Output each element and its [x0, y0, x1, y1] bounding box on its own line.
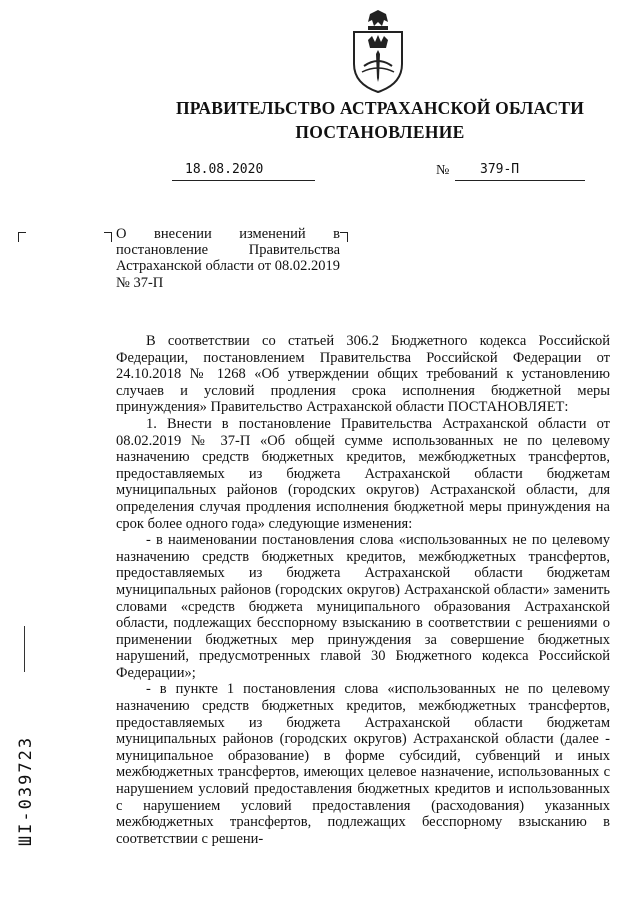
margin-line	[24, 626, 25, 672]
left-corner-mark	[18, 232, 26, 242]
date-underline	[172, 180, 315, 181]
number-underline	[455, 180, 585, 181]
serial-number-text: ШI-039723	[16, 735, 36, 847]
document-date: 18.08.2020	[185, 162, 264, 177]
document-number: 379-П	[480, 162, 520, 177]
coat-of-arms-icon	[348, 10, 408, 94]
document-body	[116, 333, 610, 847]
body-paragraph: - в наименовании постановления слова «использованных не по целевому назначению средств бюджетных кредитов, межбюджетных трансфертов, предоставляемых из бюджета Астраханской области бюджетам муниципальных районов (городских округов) Астраханской области» заменить словами «средств бюджета муниципального образования Астраханской области, подлежащих бесспорному взысканию в соответствии с решениями о применении бюджетных мер принуждения за совершение бюджетных нарушений, предусмотренных главой 30 Бюджетного кодекса Российской Федерации»;	[116, 532, 610, 681]
document-subject: О внесении изменений в постановление Правительства Астраханской области от 08.02.2019 № 37-П	[116, 226, 340, 291]
serial-number	[12, 716, 40, 866]
subject-corner-mark-left	[104, 232, 112, 242]
subject-corner-mark-right	[340, 232, 348, 242]
body-paragraph: В соответствии со статьей 306.2 Бюджетного кодекса Российской Федерации, постановлением Правительства Российской Федерации от 24.10.2018 № 1268 «Об утверждении общих требований к установлению случаев и условий продления срока исполнения бюджетной меры принуждения» Правительство Астраханской области ПОСТАНОВЛЯЕТ:	[116, 333, 610, 416]
number-sign: №	[436, 163, 450, 178]
body-paragraph: - в пункте 1 постановления слова «использованных не по целевому назначению средств бюджетных кредитов, межбюджетных трансфертов, предоставляемых из бюджета Астраханской области бюджетам муниципальных районов (городских округов) Астраханской области (далее - муниципальное образование) в форме субсидий, субвенций и иных межбюджетных трансфертов, имеющих целевое назначение, использованных с нарушением условий предоставления бюджетных кредитов и использованных с нарушением условий предоставления (расходования) указанных межбюджетных трансфертов, подлежащих бесспорному взысканию в соответствии с решени-	[116, 681, 610, 847]
document-type: ПОСТАНОВЛЕНИЕ	[295, 122, 465, 142]
body-paragraph: 1. Внести в постановление Правительства Астраханской области от 08.02.2019 № 37-П «Об общей сумме использованных не по целевому назначению средств бюджетных кредитов, межбюджетных трансфертов, предоставляемых из бюджета Астраханской области бюджетам муниципальных районов (городских округов) Астраханской области, для определения случая продления исполнения бюджетной меры принуждения на срок более одного года» следующие изменения:	[116, 415, 610, 532]
organization-title: ПРАВИТЕЛЬСТВО АСТРАХАНСКОЙ ОБЛАСТИ	[175, 98, 585, 118]
